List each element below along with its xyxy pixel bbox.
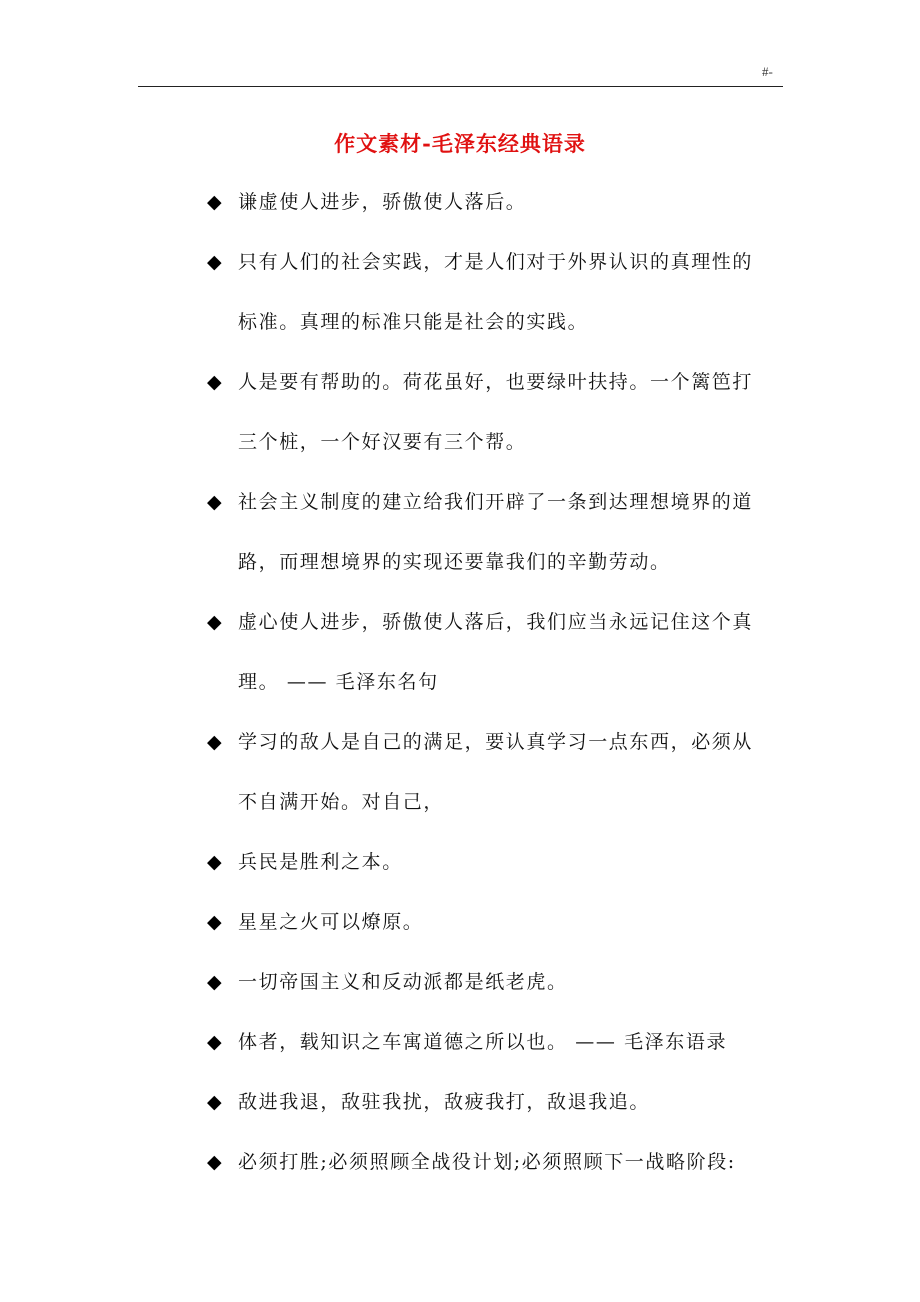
diamond-bullet-icon: ◆ <box>207 611 222 633</box>
quote-line: 理。 —— 毛泽东名句 <box>238 671 439 693</box>
quote-line: 必须打胜;必须照顾全战役计划;必须照顾下一战略阶段: <box>238 1151 736 1173</box>
diamond-bullet-icon: ◆ <box>207 1151 222 1173</box>
quote-line: 谦虚使人进步，骄傲使人落后。 <box>238 191 527 213</box>
quote-line: 路，而理想境界的实现还要靠我们的辛勤劳动。 <box>238 551 671 573</box>
quote-line: 星星之火可以燎原。 <box>238 911 424 933</box>
diamond-bullet-icon: ◆ <box>207 491 222 513</box>
quote-line: 人是要有帮助的。荷花虽好，也要绿叶扶持。一个篱笆打 <box>238 371 754 393</box>
header-divider <box>138 86 783 87</box>
quote-line: 标准。真理的标准只能是社会的实践。 <box>238 311 589 333</box>
diamond-bullet-icon: ◆ <box>207 911 222 933</box>
page-header-mark: #- <box>762 64 773 79</box>
quote-line: 一切帝国主义和反动派都是纸老虎。 <box>238 971 568 993</box>
quote-line: 只有人们的社会实践，才是人们对于外界认识的真理性的 <box>238 251 754 273</box>
diamond-bullet-icon: ◆ <box>207 191 222 213</box>
quote-line: 兵民是胜利之本。 <box>238 851 403 873</box>
quote-line: 敌进我退，敌驻我扰，敌疲我打，敌退我追。 <box>238 1091 651 1113</box>
quote-line: 社会主义制度的建立给我们开辟了一条到达理想境界的道 <box>238 491 754 513</box>
document-title: 作文素材-毛泽东经典语录 <box>334 131 586 156</box>
diamond-bullet-icon: ◆ <box>207 371 222 393</box>
diamond-bullet-icon: ◆ <box>207 1091 222 1113</box>
diamond-bullet-icon: ◆ <box>207 971 222 993</box>
diamond-bullet-icon: ◆ <box>207 851 222 873</box>
quote-line: 三个桩，一个好汉要有三个帮。 <box>238 431 527 453</box>
quote-line: 体者，载知识之车寓道德之所以也。 —— 毛泽东语录 <box>238 1031 728 1053</box>
diamond-bullet-icon: ◆ <box>207 1031 222 1053</box>
quote-line: 学习的敌人是自己的满足，要认真学习一点东西，必须从 <box>238 731 754 753</box>
diamond-bullet-icon: ◆ <box>207 251 222 273</box>
quote-line: 不自满开始。对自己， <box>238 791 445 813</box>
quote-line: 虚心使人进步，骄傲使人落后，我们应当永远记住这个真 <box>238 611 754 633</box>
diamond-bullet-icon: ◆ <box>207 731 222 753</box>
